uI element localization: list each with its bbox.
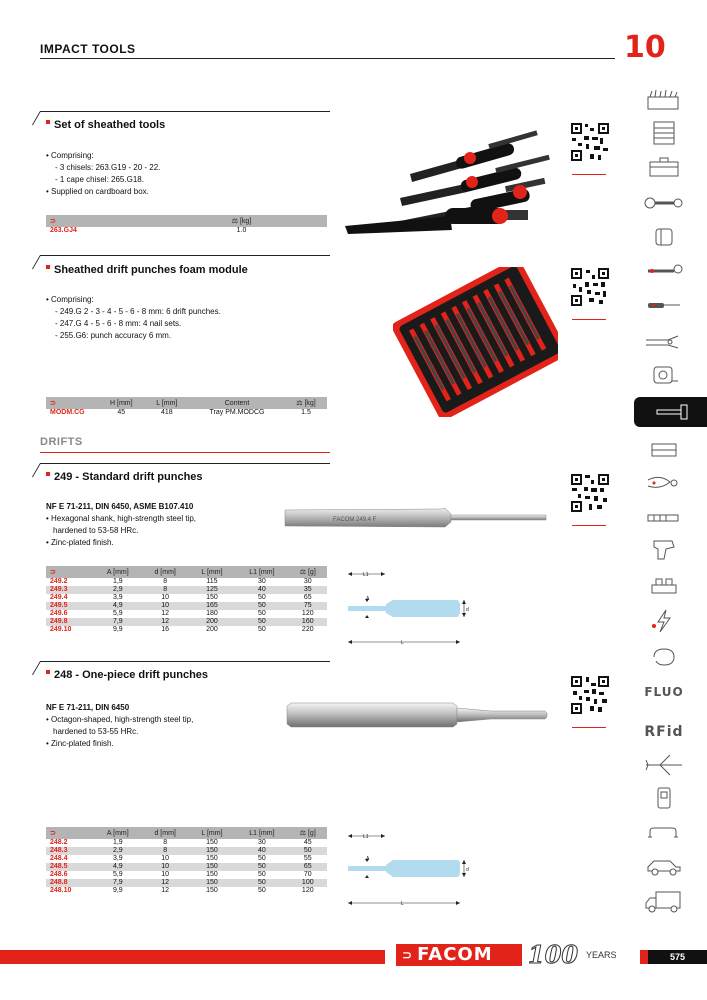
248-description (46, 702, 193, 750)
table-cell-ref: 248.10 (50, 887, 72, 894)
table-cell: 45 (303, 839, 312, 846)
section-rule (40, 661, 330, 662)
lanyard-icon (644, 645, 684, 669)
bullet: • Zinc-plated finish. (46, 739, 114, 748)
249-description (46, 501, 196, 549)
table-row (46, 847, 327, 855)
table-cell: 65 (289, 863, 327, 871)
table-row (46, 879, 327, 887)
table-row (46, 855, 327, 863)
table-cell: 10 (142, 602, 189, 610)
table-cell: 30 (303, 578, 312, 585)
section-title-foam: Sheathed drift punches foam module (46, 264, 248, 276)
bullet: - 1 cape chisel: 265.G18. (55, 175, 144, 184)
table-cell: 150 (206, 871, 218, 878)
table-cell: 35 (289, 586, 327, 594)
qr-accent-line (572, 727, 606, 728)
ref-header-icon: ⊃ (46, 566, 94, 578)
table-cell-ref: 248.6 (50, 871, 68, 878)
table-cell: 30 (258, 839, 266, 846)
table-cell: 50 (258, 594, 266, 601)
table-header: A [mm] (94, 566, 142, 578)
table-header: A [mm] (94, 827, 142, 839)
table-cell-ref: 248.3 (46, 847, 94, 855)
table-cell: 10 (161, 855, 170, 862)
table-cell: 1,9 (112, 578, 123, 585)
table-cell: 8 (142, 847, 189, 855)
table-cell: 150 (206, 887, 218, 894)
table-header: Content (189, 397, 285, 409)
table-cell: 150 (189, 879, 236, 887)
table-cell: 1.5 (285, 409, 327, 417)
side-nav-truck[interactable] (634, 887, 694, 917)
tool-kit-icon (644, 89, 684, 111)
table-cell: 50 (258, 887, 266, 894)
side-nav-vice[interactable] (634, 571, 694, 601)
249-dimension-diagram (343, 566, 473, 651)
table-cell: 12 (161, 610, 170, 617)
table-cell: 70 (303, 871, 312, 878)
table-header: H [mm] (98, 397, 145, 409)
drift-punch-248-image (283, 700, 548, 732)
side-nav-rfid[interactable] (634, 717, 694, 747)
table-row (46, 586, 327, 594)
header-rule (40, 58, 615, 59)
table-cell: 150 (206, 839, 218, 846)
bullet: - 249.G 2 - 3 - 4 - 5 - 6 - 8 mm: 6 drift punches. (55, 307, 221, 316)
table-row (46, 602, 327, 610)
weight-header: ⚖ [g] (289, 827, 327, 839)
table-cell: 1,9 (112, 839, 123, 846)
rfid-label: RFid (644, 724, 684, 740)
table-cell: 50 (289, 847, 327, 855)
bullet: • Comprising: (46, 151, 94, 160)
table-cell-ref: 249.6 (50, 610, 68, 617)
bullet: - 247.G 4 - 5 - 6 - 8 mm: 4 nail sets. (55, 319, 182, 328)
dim-label-l: L (401, 901, 404, 907)
electrical-hazard-icon (644, 608, 684, 634)
tool-cabinet-icon (644, 120, 684, 146)
table-header: L [mm] (189, 566, 236, 578)
side-nav-ratchet[interactable] (634, 255, 694, 285)
side-nav-crimping[interactable] (634, 468, 694, 498)
table-cell: 160 (289, 618, 327, 626)
side-nav-impact-wrench[interactable] (634, 535, 694, 565)
weight-header: ⚖ [kg] (156, 215, 327, 227)
engraving-text: FACOM 249.4 F (333, 517, 377, 523)
table-cell: 2,9 (94, 586, 142, 594)
table-header: L1 [mm] (235, 566, 288, 578)
side-nav-box[interactable] (634, 152, 694, 182)
qr-code-icon[interactable] (570, 267, 610, 307)
bullet: - 255.G6: punch accuracy 6 mm. (55, 331, 172, 340)
bullet: hardened to 53-55 HRc. (53, 727, 139, 736)
section-title-sheathed: Set of sheathed tools (46, 119, 165, 131)
248-dimension-diagram (343, 828, 473, 913)
hammer-icon (649, 402, 693, 422)
table-cell: 5,9 (112, 871, 123, 878)
table-cell: 150 (206, 594, 218, 601)
years-text: YEARS (586, 950, 617, 960)
dim-label-l: L (401, 640, 404, 646)
side-nav-aviation[interactable] (634, 750, 694, 780)
table-row (46, 871, 327, 879)
side-nav-handle[interactable] (634, 818, 694, 848)
table-cell-ref: 249.10 (50, 626, 72, 633)
table-cell: 4,9 (94, 602, 142, 610)
table-cell: 165 (189, 602, 236, 610)
table-cell: 50 (258, 855, 266, 862)
ref-header-icon: ⊃ (46, 215, 156, 227)
table-cell: 125 (189, 586, 236, 594)
table-cell: 50 (258, 610, 266, 617)
truck-icon (642, 888, 686, 916)
table-cell: 4,9 (94, 863, 142, 871)
sheathed-table (46, 215, 327, 235)
side-nav-socket[interactable] (634, 222, 694, 252)
weight-header: ⚖ [g] (289, 566, 327, 578)
vice-icon (644, 573, 684, 599)
car-icon (642, 855, 686, 879)
crimping-pliers-icon (642, 472, 686, 494)
table-cell: 8 (163, 578, 168, 585)
table-cell-ref: 248.2 (50, 839, 68, 846)
qr-accent-line (572, 319, 606, 320)
table-cell: 150 (189, 847, 236, 855)
side-nav-cabinet[interactable] (634, 118, 694, 148)
table-cell: 9,9 (112, 626, 123, 633)
248-table-body (46, 839, 327, 895)
table-cell-ref: 249.3 (46, 586, 94, 594)
table-cell-ref: 248.8 (46, 879, 94, 887)
table-cell: 40 (235, 847, 288, 855)
249-table (46, 566, 327, 634)
table-cell-ref: 248.4 (50, 855, 68, 862)
table-cell-ref: 249.8 (46, 618, 94, 626)
ratchet-icon (642, 260, 686, 280)
svg-text:100: 100 (528, 942, 579, 968)
connector-icon (644, 784, 684, 812)
table-cell-ref: 263.GJ4 (46, 227, 156, 235)
qr-code-icon[interactable] (570, 122, 610, 162)
side-nav-torque[interactable] (634, 503, 694, 533)
qr-code-icon[interactable] (570, 675, 610, 715)
table-header: L [mm] (189, 827, 236, 839)
section-rule (40, 255, 330, 256)
table-cell: 100 (289, 879, 327, 887)
side-nav-electrical[interactable] (634, 606, 694, 636)
facom-emblem-icon: ⊃ (402, 948, 414, 962)
table-row (46, 618, 327, 626)
dim-label-d: d (466, 867, 469, 873)
tool-box-icon (644, 156, 684, 178)
table-cell: 9,9 (112, 887, 123, 894)
table-row (46, 887, 327, 895)
table-cell: 150 (189, 863, 236, 871)
249-table-body (46, 578, 327, 634)
table-cell: 8 (163, 839, 168, 846)
chapter-number: 10 (624, 30, 666, 65)
table-cell: 8 (142, 586, 189, 594)
side-nav-tape[interactable] (634, 360, 694, 390)
table-cell: 10 (161, 871, 170, 878)
table-row (46, 594, 327, 602)
brand-name: FACOM (417, 944, 493, 965)
sheathed-description (46, 150, 160, 198)
table-header: d [mm] (142, 566, 189, 578)
airplane-icon (642, 752, 686, 778)
drift-punch-249-image (283, 505, 548, 531)
dim-label-l1: L1 (363, 572, 369, 578)
table-cell: 50 (235, 602, 288, 610)
facom-logo (396, 944, 522, 966)
pliers-icon (642, 332, 686, 352)
table-cell: 2,9 (94, 847, 142, 855)
fluo-label: FLUO (644, 685, 684, 699)
torque-wrench-icon (642, 508, 686, 528)
table-cell: 75 (289, 602, 327, 610)
side-nav-screwdriver[interactable] (634, 290, 694, 320)
table-cell: 50 (235, 618, 288, 626)
ref-header-icon: ⊃ (46, 827, 94, 839)
248-table (46, 827, 327, 895)
side-nav-automotive[interactable] (634, 852, 694, 882)
bullet: • Comprising: (46, 295, 94, 304)
impact-wrench-icon (644, 537, 684, 563)
dim-label-d: d (466, 607, 469, 613)
standard-text: NF E 71-211, DIN 6450, ASME B107.410 (46, 502, 194, 511)
dim-label-l1: L1 (363, 834, 369, 840)
socket-icon (644, 225, 684, 249)
bullet: • Hexagonal shank, high-strength steel tip, (46, 514, 196, 523)
bullet: • Octagon-shaped, high-strength steel tip, (46, 715, 194, 724)
table-cell: 7,9 (94, 618, 142, 626)
table-cell: 45 (98, 409, 145, 417)
table-cell: 65 (303, 594, 312, 601)
side-nav-fluo[interactable] (634, 677, 694, 707)
side-nav-wrench[interactable] (634, 188, 694, 218)
table-cell: 115 (206, 578, 218, 585)
foam-module-image (393, 267, 558, 417)
side-nav-lanyard[interactable] (634, 642, 694, 672)
page-header-title: IMPACT TOOLS (40, 42, 136, 56)
table-cell-ref: 249.2 (50, 578, 68, 585)
table-cell: 180 (206, 610, 218, 617)
table-row (46, 610, 327, 618)
table-cell: 3,9 (112, 855, 123, 862)
bullet: hardened to 53-58 HRc. (53, 526, 139, 535)
side-nav-impact-tools-active[interactable] (634, 397, 707, 427)
subsection-rule (40, 452, 330, 453)
table-cell: 5,9 (112, 610, 123, 617)
weight-header: ⚖ [kg] (285, 397, 327, 409)
table-cell: 30 (258, 578, 266, 585)
table-row (46, 578, 327, 586)
100-years-emblem (528, 942, 588, 968)
table-cell-ref: 249.5 (46, 602, 94, 610)
section-title-249: 249 - Standard drift punches (46, 471, 203, 483)
ref-header-icon: ⊃ (46, 397, 98, 409)
section-rule (40, 111, 330, 112)
qr-accent-line (572, 525, 606, 526)
table-cell: 12 (161, 887, 170, 894)
section-title-248: 248 - One-piece drift punches (46, 669, 208, 681)
table-cell: 120 (301, 887, 314, 894)
subsection-heading: DRIFTS (40, 436, 83, 448)
chisel-set-image (340, 122, 555, 234)
table-cell: 200 (189, 618, 236, 626)
section-rule (40, 463, 330, 464)
table-cell-ref: 248.5 (46, 863, 94, 871)
table-cell: Tray PM.MODCG (189, 409, 285, 417)
table-header: L [mm] (145, 397, 189, 409)
table-cell: 10 (161, 594, 170, 601)
table-cell: 40 (235, 586, 288, 594)
table-cell: 16 (161, 626, 170, 633)
table-cell: 12 (142, 618, 189, 626)
qr-code-icon[interactable] (570, 473, 610, 513)
hacksaw-icon (644, 438, 684, 462)
table-header: L1 [mm] (235, 827, 288, 839)
table-cell: 418 (145, 409, 189, 417)
tape-measure-icon (644, 363, 684, 387)
table-row (46, 839, 327, 847)
table-cell: 55 (303, 855, 312, 862)
table-cell-ref: MODM.CG (46, 409, 98, 417)
table-cell: 3,9 (112, 594, 123, 601)
bullet: - 3 chisels: 263.G19 - 20 - 22. (55, 163, 161, 172)
table-cell: 200 (206, 626, 218, 633)
table-row (46, 626, 327, 634)
table-cell: 50 (235, 863, 288, 871)
page-number: 575 (648, 950, 707, 964)
foam-description (46, 294, 221, 342)
table-cell: 12 (142, 879, 189, 887)
table-cell: 7,9 (94, 879, 142, 887)
table-cell-ref: 249.4 (50, 594, 68, 601)
standard-text: NF E 71-211, DIN 6450 (46, 703, 130, 712)
table-row (46, 863, 327, 871)
screwdriver-icon (642, 295, 686, 315)
bullet: • Zinc-plated finish. (46, 538, 114, 547)
table-cell: 1.0 (156, 227, 327, 235)
table-cell: 10 (142, 863, 189, 871)
side-nav-hacksaw[interactable] (634, 435, 694, 465)
table-cell: 120 (301, 610, 314, 617)
table-cell: 50 (258, 626, 266, 633)
table-header: d [mm] (142, 827, 189, 839)
side-nav-connector[interactable] (634, 783, 694, 813)
bullet: • Supplied on cardboard box. (46, 187, 149, 196)
side-nav-pliers[interactable] (634, 327, 694, 357)
foam-table (46, 397, 327, 417)
table-cell: 50 (235, 879, 288, 887)
table-cell: 150 (206, 855, 218, 862)
side-nav-tool-kit[interactable] (634, 85, 694, 115)
wrench-icon (642, 193, 686, 213)
table-cell: 50 (258, 871, 266, 878)
table-cell: 220 (301, 626, 314, 633)
qr-accent-line (572, 174, 606, 175)
handle-icon (642, 823, 686, 843)
